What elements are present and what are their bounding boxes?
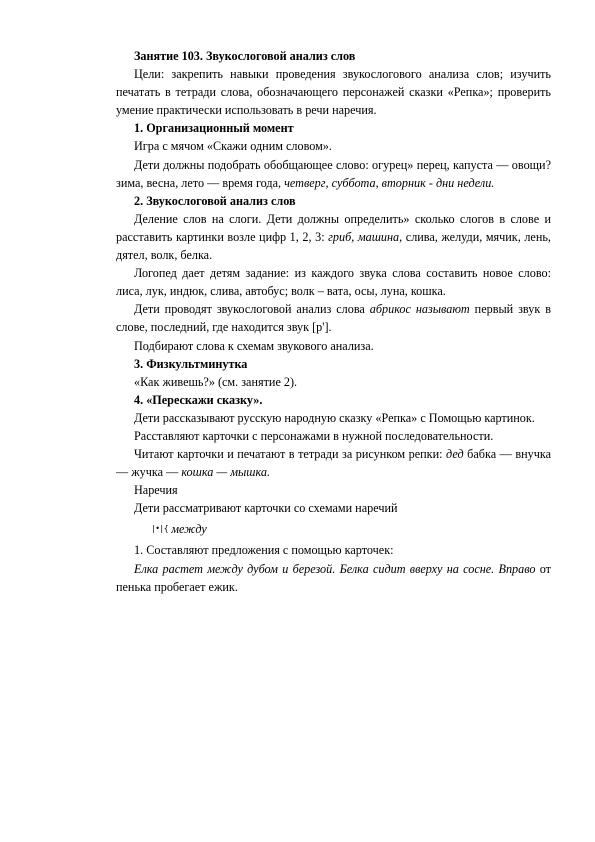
italic-text-run: абрикос называют: [369, 302, 470, 317]
section2-paragraph-4: Подбирают слова к схемам звукового анализа.: [134, 338, 374, 353]
section4-paragraph-7: [116, 560, 551, 596]
section2-paragraph-1: [116, 210, 551, 264]
section-heading-1: 1. Организационный момент: [134, 121, 294, 136]
italic-text-run: четверг, суббота, вторник - дни недели.: [284, 175, 495, 190]
adverb-diagram-line: [116, 517, 551, 541]
text-run: Деление слов на слоги. Дети должны определить» сколько слогов в слове и расставить картинки возле цифр 1, 2, 3:: [116, 211, 551, 244]
text-run: первый звук в слове, последний, где находится звук [р'].: [116, 302, 551, 335]
section1-paragraph-1: Игра с мячом «Скажи одним словом».: [134, 139, 332, 154]
section4-paragraph-2: Расставляют карточки с персонажами в нужной последовательности.: [134, 428, 494, 443]
text-run: слива, желуди, мячик, лень, дятел, волк, белка.: [116, 229, 551, 263]
section2-paragraph-2: Логопед дает детям задание: из каждого звука слова составить новое слово: лиса, лук, индюк, слива, автобус; волк – вата, осы, луна, кошка.: [116, 266, 551, 299]
section-heading-2: 2. Звукослоговой анализ слов: [134, 193, 296, 208]
section-heading-3: 3. Физкультминутка: [134, 356, 248, 371]
text-run: Читают карточки и печатают в тетради за рисунком репки:: [134, 447, 447, 462]
text-run: от пенька пробегает ежик.: [116, 561, 552, 594]
section4-paragraph-6: 1. Составляют предложения с помощью карточек:: [134, 543, 394, 558]
section4-paragraph-1: Дети рассказывают русскую народную сказку «Репка» с Помощью картинок.: [134, 410, 535, 425]
italic-text-run: дед: [446, 447, 464, 462]
document-title: Занятие 103. Звукослоговой анализ слов: [134, 49, 356, 63]
goals-paragraph: Цели: закрепить навыки проведения звукослогового анализа слов; изучить печатать в тетради слова, обозначающего персонажей сказки «Репка»; проверить умение практически использовать в речи наречия.: [116, 67, 551, 118]
italic-text-run: Елка растет между дубом и березой. Белка сидит вверху на сосне. Вправо: [134, 561, 536, 576]
adverb-scheme-icon: |•|{: [152, 524, 170, 534]
diagram-word: между: [171, 522, 207, 537]
section4-paragraph-4: Наречия: [134, 483, 178, 498]
section3-paragraph-1: «Как живешь?» (см. занятие 2).: [134, 374, 298, 389]
section2-paragraph-3: [116, 300, 551, 336]
section-heading-4: 4. «Перескажи сказку».: [134, 392, 263, 407]
italic-text-run: кошка — мышка.: [181, 465, 271, 480]
text-run: Дети должны подобрать обобщающее слово: огурец» перец, капуста — овощи? зима, весна, лето — время года,: [116, 157, 551, 190]
section4-paragraph-5: Дети рассматривают карточки со схемами наречий: [134, 501, 398, 516]
italic-text-run: гриб, машина,: [328, 229, 403, 244]
section4-paragraph-3: [116, 445, 551, 481]
text-run: Дети проводят звукослоговой анализ слова: [134, 302, 370, 317]
document-page: [116, 47, 551, 596]
text-run: бабка — внучка — жучка —: [116, 447, 551, 480]
section1-paragraph-2: [116, 156, 551, 192]
